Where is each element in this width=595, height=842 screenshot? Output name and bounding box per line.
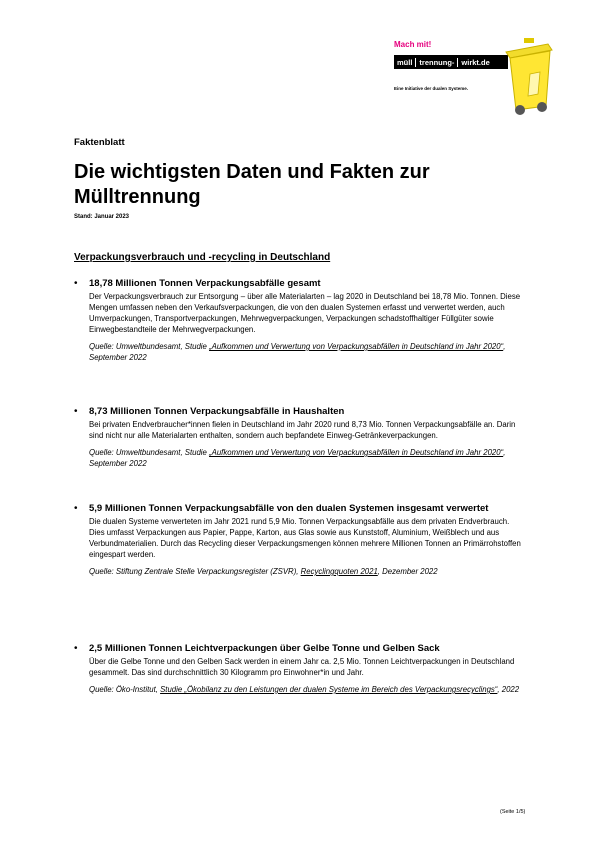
- logo-word-muell: müll: [397, 57, 413, 67]
- source-link[interactable]: Recyclingquoten 2021: [300, 567, 378, 576]
- fact-source: [89, 341, 524, 363]
- source-link[interactable]: „Aufkommen und Verwertung von Verpackungsabfällen in Deutschland im Jahr 2020“: [209, 448, 504, 457]
- page-number: (Seite 1/5): [500, 809, 526, 815]
- logo-word-wirkt: wirkt.de: [461, 57, 490, 67]
- fact-item: [74, 643, 524, 695]
- document-date: Stand: Januar 2023: [74, 214, 130, 220]
- fact-body: Bei privaten Endverbraucher*innen fielen in Deutschland im Jahr 2020 rund 8,73 Mio. Tonnen Verpackungsabfälle an. Darin sind nicht nur alle Materialarten enthalten, sondern auch bepfandete Einweg-Getränkeverpackungen.: [89, 420, 516, 440]
- bullet-icon: •: [74, 278, 78, 289]
- page-title: Die wichtigsten Daten und Fakten zur Mülltrennung: [74, 161, 430, 208]
- logo: [388, 34, 568, 126]
- logo-tagline: Eine Initiative der dualen Systeme.: [394, 86, 469, 91]
- source-link[interactable]: „Aufkommen und Verwertung von Verpackungsabfällen in Deutschland im Jahr 2020“: [209, 342, 504, 351]
- fact-source: [89, 684, 524, 695]
- logo-slogan: Mach mit!: [394, 40, 432, 49]
- document-type-label: Faktenblatt: [74, 137, 125, 148]
- source-prefix: Quelle: Öko-Institut,: [89, 685, 161, 694]
- bullet-icon: •: [74, 503, 78, 514]
- section-heading: Verpackungsverbrauch und -recycling in Deutschland: [74, 252, 331, 263]
- yellow-bin-icon: [500, 34, 562, 116]
- logo-word-trennung: trennung-: [415, 58, 458, 67]
- source-suffix: , 2022: [497, 685, 520, 694]
- source-prefix: Quelle: Umweltbundesamt, Studie: [89, 342, 210, 351]
- bullet-icon: •: [74, 406, 78, 417]
- source-suffix: , Dezember 2022: [377, 567, 438, 576]
- fact-title: 5,9 Millionen Tonnen Verpackungsabfälle von den dualen Systemen insgesamt verwertet: [89, 503, 489, 514]
- fact-title: 2,5 Millionen Tonnen Leichtverpackungen über Gelbe Tonne und Gelben Sack: [89, 643, 440, 654]
- source-suffix: , September 2022: [89, 342, 506, 362]
- logo-wordmark: [394, 55, 508, 69]
- source-prefix: Quelle: Umweltbundesamt, Studie: [89, 448, 210, 457]
- fact-item: [74, 406, 524, 469]
- source-link[interactable]: Studie „Ökobilanz zu den Leistungen der dualen Systeme im Bereich des Verpackungsrecyclings“: [160, 685, 498, 694]
- fact-item: [74, 278, 524, 363]
- source-suffix: , September 2022: [89, 448, 506, 468]
- fact-source: [89, 447, 524, 469]
- bullet-icon: •: [74, 643, 78, 654]
- source-prefix: Quelle: Stiftung Zentrale Stelle Verpackungsregister (ZSVR),: [89, 567, 301, 576]
- fact-item: [74, 503, 524, 577]
- fact-title: 18,78 Millionen Tonnen Verpackungsabfälle gesamt: [89, 278, 321, 289]
- fact-body: Die dualen Systeme verwerteten im Jahr 2021 rund 5,9 Mio. Tonnen Verpackungsabfälle aus dem privaten Endverbrauch. Dies umfasst Verpackungen aus Papier, Pappe, Karton, aus Glas sowie aus Kunststoff, Aluminium, Weißblech und aus Verbundmaterialien. Durch das Recycling dieser Verpackungsmengen können mehrere Millionen Tonnen an Primärrohstoffen eingespart werden.: [89, 517, 521, 559]
- fact-title: 8,73 Millionen Tonnen Verpackungsabfälle in Haushalten: [89, 406, 345, 417]
- fact-source: [89, 566, 524, 577]
- fact-body: Der Verpackungsverbrauch zur Entsorgung – über alle Materialarten – lag 2020 in Deutschland bei 18,78 Mio. Tonnen. Diese Mengen umfassen neben den Verkaufsverpackungen, die von den dualen Systemen erfasst und verwertet werden, auch Umverpackungen, Transportverpackungen, Mehrwegverpackungen, Verpackungen schadstoffhaltiger Füllgüter sowie Einwegbestandteile der Mehrwegverpackungen.: [89, 292, 521, 334]
- fact-body: Über die Gelbe Tonne und den Gelben Sack werden in einem Jahr ca. 2,5 Mio. Tonnen Leichtverpackungen in Deutschland gesammelt. Das sind durchschnittlich 30 Kilogramm pro Einwohner*in und Jahr.: [89, 657, 515, 677]
